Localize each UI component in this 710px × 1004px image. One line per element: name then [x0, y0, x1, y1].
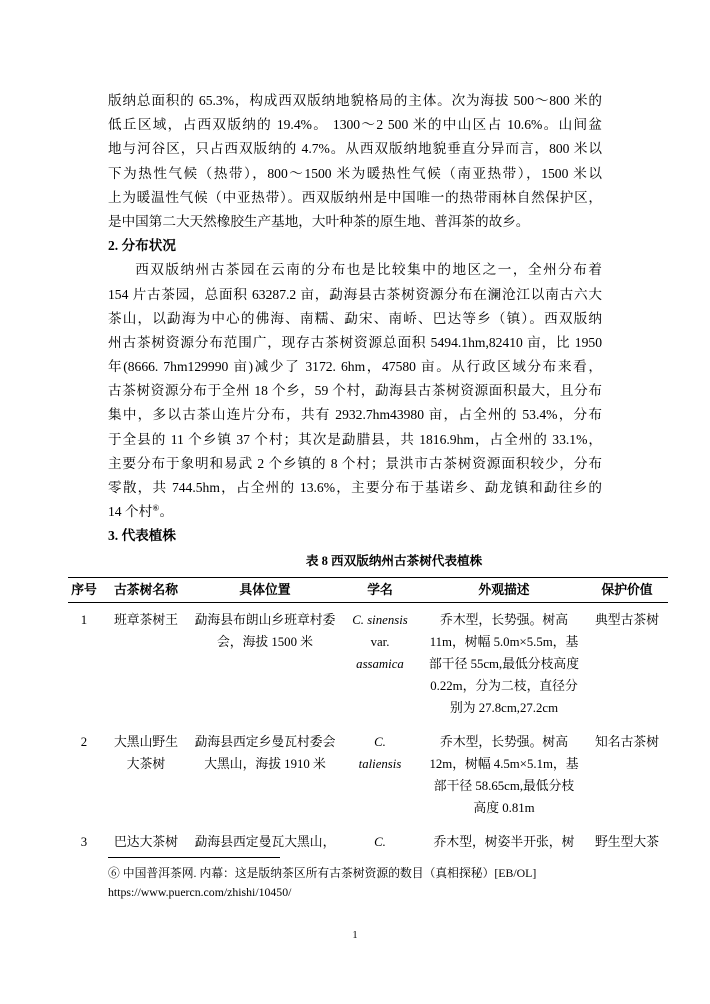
- paragraph-line: 版纳总面积的 65.3%，构成西双版纳地貌格局的主体。次为海拔 500～800 米的: [108, 93, 602, 108]
- paragraph-line: 零散，共 744.5hm，占全州的 13.6%，主要分布于基诺乡、勐龙镇和勐往乡的: [108, 480, 602, 495]
- protection-value-cell: [586, 731, 668, 819]
- cell-line: 11m，树幅 5.0m×5.5m，基: [429, 635, 579, 649]
- footnote-url: https://www.puercn.com/zhishi/10450/: [108, 885, 292, 899]
- body-paragraph: [108, 89, 602, 234]
- footnote: [108, 864, 668, 902]
- cell-line: var.: [370, 635, 390, 649]
- cell-line: assamica: [356, 657, 404, 671]
- cell-line: 乔木型，树姿半开张，树: [433, 835, 575, 849]
- table-body: [68, 603, 668, 859]
- paragraph-line: 年(8666. 7hm129990 亩)减少了 3172. 6hm，47580 亩。从行政区域分布来看，: [108, 359, 602, 375]
- paragraph-line: 154 片古茶园，总面积 63287.2 亩，勐海县古茶树资源分布在澜沧江以南古六大: [108, 286, 602, 302]
- location-cell: [192, 831, 338, 853]
- paragraph-line: 地与河谷区，只占西双版纳的 4.7%。从西双版纳地貌垂直分异而言，800 米以: [108, 141, 602, 157]
- table-row: [68, 603, 668, 725]
- paragraph-line: [108, 500, 602, 524]
- cell-line: 部干径 58.65cm,最低分枝: [433, 779, 575, 793]
- section-heading: 2. 分布状况: [108, 238, 176, 254]
- cell-line: 乔木型，长势强。树高: [440, 735, 568, 749]
- cell-line: 会，海拔 1500 米: [217, 635, 313, 649]
- paragraph-line: 主要分布于象明和易武 2 个乡镇的 8 个村；景洪市古茶树资源面积较少，分布: [108, 455, 602, 471]
- cell-line: 勐海县布朗山乡班章村委: [194, 613, 336, 627]
- footnote-reference: ⑥: [152, 503, 160, 513]
- paragraph-line: 州古茶树资源分布范围广，现存古茶树资源总面积 5494.1hm,82410 亩，比 1950: [108, 334, 602, 350]
- paragraph-line: 茶山，以勐海为中心的佛海、南糯、勐宋、南峤、巴达等乡（镇）。西双版纳: [108, 310, 602, 326]
- description-cell: [422, 609, 586, 719]
- cell-line: 班章茶树王: [114, 613, 178, 627]
- cell-line: 典型古茶树: [595, 613, 659, 627]
- paragraph-line: 古茶树资源分布于全州 18 个乡，59 个村，勐海县古茶树资源面积最大，且分布: [108, 383, 602, 399]
- cell-line: 大黑山野生: [114, 735, 178, 749]
- cell-line: 大黑山，海拔 1910 米: [204, 757, 326, 771]
- location-cell: [192, 609, 338, 719]
- cell-line: 12m，树幅 4.5m×5.1m，基: [429, 757, 579, 771]
- table-header-cell: 序号: [71, 583, 97, 597]
- cell-line: 大茶树: [126, 757, 166, 771]
- cell-line: 3: [80, 835, 88, 849]
- section-heading: 3. 代表植株: [108, 528, 176, 544]
- paragraph-line: 上为暖温性气候（中亚热带）。西双版纳州是中国唯一的热带雨林自然保护区，: [108, 189, 602, 205]
- paragraph-line-tail: 。: [159, 504, 174, 520]
- tree-name-cell: [100, 609, 192, 719]
- description-cell: [422, 731, 586, 819]
- paragraph-line-text: 14 个村: [108, 504, 153, 520]
- paragraph-line: 是中国第二大天然橡胶生产基地，大叶种茶的原生地、普洱茶的故乡。: [108, 213, 530, 229]
- row-number-cell: [68, 731, 100, 819]
- page-number: 1: [352, 930, 358, 941]
- table-row: [68, 725, 668, 825]
- cell-line: 部干径 55cm,最低分枝高度: [428, 657, 579, 671]
- cell-line: taliensis: [358, 757, 402, 771]
- table-row: [68, 825, 668, 859]
- location-cell: [192, 731, 338, 819]
- description-cell: [422, 831, 586, 853]
- row-number-cell: [68, 831, 100, 853]
- cell-line: C. sinensis: [352, 613, 408, 627]
- tree-name-cell: [100, 831, 192, 853]
- main-text: [108, 89, 602, 573]
- paragraph-line: 集中，多以古茶山连片分布，共有 2932.7hm43980 亩，占全州的 53.4%，分布: [108, 407, 602, 423]
- table-header-cell: 具体位置: [239, 583, 291, 597]
- paragraph-line: 低丘区域，占西双版纳的 19.4%。 1300～2 500 米的中山区占 10.6%。山间盆: [108, 117, 602, 133]
- cell-line: 巴达大茶树: [114, 835, 178, 849]
- protection-value-cell: [586, 831, 668, 853]
- body-paragraph: [108, 258, 602, 500]
- protection-value-cell: [586, 609, 668, 719]
- footnote-marker: ⑥: [108, 866, 120, 880]
- table-header-cell: 保护价值: [601, 583, 653, 597]
- scientific-name-cell: [338, 731, 422, 819]
- paragraph-line: 下为热性气候（热带），800～1500 米为暖热性气候（南亚热带），1500 米以: [108, 165, 602, 181]
- cell-line: 高度 0.81m: [473, 801, 535, 815]
- paragraph-line: 于全县的 11 个乡镇 37 个村；其次是勐腊县，共 1816.9hm，占全州的 33.1%，: [108, 431, 602, 447]
- table-caption: 表 8 西双版纳州古茶树代表植株: [305, 553, 483, 568]
- cell-line: 0.22m，分为二枝，直径分: [430, 679, 578, 693]
- cell-line: 知名古茶树: [595, 735, 659, 749]
- tree-name-cell: [100, 731, 192, 819]
- table-header-cell: 学名: [367, 583, 393, 597]
- cell-line: 勐海县西定曼瓦大黑山，: [194, 835, 336, 849]
- cell-line: C.: [374, 835, 386, 849]
- table-header-cell: 外观描述: [478, 583, 530, 597]
- table-header-cell: 古茶树名称: [114, 583, 178, 597]
- cell-line: 野生型大茶: [595, 835, 659, 849]
- cell-line: C.: [374, 735, 386, 749]
- cell-line: 勐海县西定乡曼瓦村委会: [194, 735, 336, 749]
- cell-line: 1: [80, 613, 88, 627]
- scientific-name-cell: [338, 831, 422, 853]
- cell-line: 2: [80, 735, 88, 749]
- footnote-text: 中国普洱茶网. 内幕：这是版纳茶区所有古茶树资源的数目（真相探秘）[EB/OL]: [122, 866, 537, 880]
- cell-line: 别为 27.8cm,27.2cm: [449, 701, 559, 715]
- plant-table: [68, 577, 668, 859]
- table-header-row: [68, 577, 668, 603]
- footnote-separator: [108, 857, 280, 858]
- scientific-name-cell: [338, 609, 422, 719]
- footnote-line: [108, 864, 668, 883]
- row-number-cell: [68, 609, 100, 719]
- cell-line: 乔木型，长势强。树高: [440, 613, 568, 627]
- paragraph-line: 西双版纳州古茶园在云南的分布也是比较集中的地区之一，全州分布着: [135, 262, 602, 278]
